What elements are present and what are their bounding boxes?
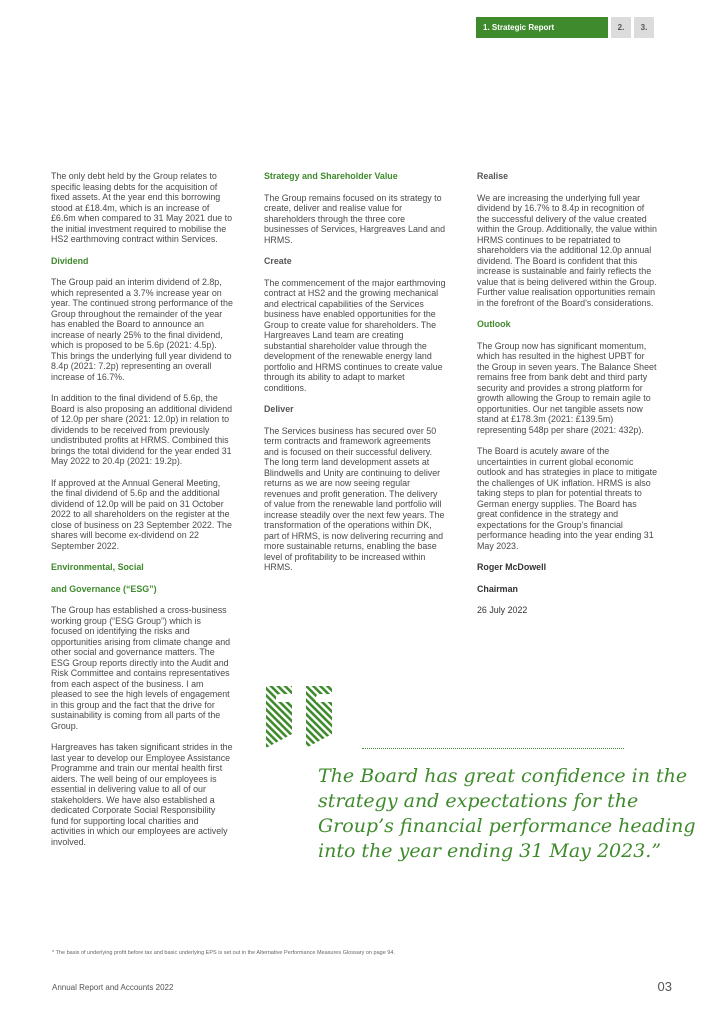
pull-quote: The Board has great confidence in the strategy and expectations for the Group’s financial performance heading into the year ending 31 May 2023.” — [318, 765, 696, 862]
signature-name: Roger McDowell — [477, 562, 547, 572]
quote-mark-icon — [262, 686, 342, 748]
deliver-heading: Deliver — [264, 404, 294, 414]
outlook-paragraph-2: The Board is acutely aware of the uncertainties in current global economic outlook and has strategies in place to mitigate the challenges of UK inflation. HRMS is also taking steps to plan for potential threats to German energy supplies. The Board has great confidence in the strategy and expectations for the Group’s financial performance heading into the year ending 31 May 2023. — [477, 446, 658, 551]
esg-heading-line2: and Governance (“ESG”) — [51, 583, 157, 594]
esg-heading-line1: Environmental, Social — [51, 562, 144, 572]
deliver-paragraph: The Services business has secured over 50 term contracts and framework agreements and is focused on their successful delivery. The long term land development assets at Blindwells and Unity are continuing to deliver returns as we are now seeing regular revenues and profit generation. The delivery of value from the renewable land portfolio will increase steadily over the next few years. The transformation of the operations within DK, part of HRMS, is now delivering recurring and more sustainable returns, enabling the base level of profitability to be increased within HRMS. — [264, 425, 445, 572]
tab-2[interactable]: 2. — [611, 17, 631, 38]
footnote: * The basis of underlying profit before tax and basic underlying EPS is set out in the Alternative Performance Measures Glossary on page 94. — [52, 950, 395, 956]
realise-paragraph: We are increasing the underlying full year dividend by 16.7% to 8.4p in recognition of the successful delivery of the value created within the Group. Additionally, the value within HRMS continues to be repatriated to shareholders via the additional 12.0p annual dividend. The Board is confident that this increase is sustainable and fairly reflects the value that is being delivered within the Group. Further value realisation opportunities remain in the forefront of the Board’s considerations. — [477, 192, 657, 308]
dividend-heading: Dividend — [51, 255, 89, 266]
create-heading: Create — [264, 256, 292, 266]
dividend-paragraph-3: If approved at the Annual General Meeting, the final dividend of 5.6p and the additional dividend of 12.0p will be paid on 31 October 2022 to all shareholders on the register at the close of business on 23 September 2022. The shares will become ex-dividend on 22 September 2022. — [51, 477, 232, 551]
dividend-paragraph-2: In addition to the final dividend of 5.6p, the Board is also proposing an additional dividend of 12.0p per share (2021: 12.0p) in relation to dividends to be received from previously undistributed profits at HRMS. Combined this brings the total dividend for the year ended 31 May 2022 to 20.4p (2021: 19.2p). — [51, 393, 233, 466]
page-number: 03 — [657, 979, 672, 994]
outlook-heading: Outlook — [477, 319, 511, 329]
debt-paragraph: The only debt held by the Group relates to specific leasing debts for the acquisition of fixed assets. At the year end this borrowing stood at £18.4m, which is an increase of £6.6m when compared to 31 May 2021 due to the initial investment required to mobilise the HS2 earthmoving contract within Services. — [51, 171, 233, 244]
esg-paragraph-2: Hargreaves has taken significant strides in the last year to develop our Employee Assistance Programme and train our mental health first aiders. The well being of our employees is essential in delivering value to all of our stakeholders. We have also established a dedicated Corporate Social Responsibility fund for supporting local charities and activities in which our employees are actively involved. — [51, 742, 233, 847]
section-tabs — [476, 17, 654, 38]
outlook-paragraph-1: The Group now has significant momentum, which has resulted in the highest UPBT for the Group in seven years. The Balance Sheet remains free from bank debt and third party security and provides a strong platform for growth allowing the Group to remain agile to opportunities. Our net tangible assets now stand at £178.3m (2021: £139.5m) representing 548p per share (2021: 432p). — [477, 340, 657, 435]
tab-strategic-report[interactable]: 1. Strategic Report — [476, 17, 608, 38]
tab-3[interactable]: 3. — [634, 17, 654, 38]
column-3 — [477, 171, 659, 627]
realise-heading: Realise — [477, 171, 509, 181]
column-1 — [51, 171, 233, 858]
quote-divider — [362, 748, 624, 749]
esg-paragraph-1: The Group has established a cross-business working group (“ESG Group”) which is focused on identifying the risks and opportunities arising from climate change and other social and governance matters. The ESG Group reports directly into the Audit and Risk Committee and contains representatives from each aspect of the business. I am pleased to see the high levels of engagement in this group and the fact that the drive for sustainability is coming from all parts of the Group. — [51, 605, 231, 731]
strategy-paragraph: The Group remains focused on its strategy to create, deliver and realise value for shareholders through the three core businesses of Services, Hargreaves Land and HRMS. — [264, 192, 446, 245]
signature-title: Chairman — [477, 583, 518, 594]
dividend-paragraph-1: The Group paid an interim dividend of 2.8p, which represented a 3.7% increase year on year. The continued strong performance of the Group throughout the remainder of the year has enabled the Board to announce an increase of nearly 25% to the final dividend, which is proposed to be 5.6p (2021: 4.5p). This brings the underlying full year dividend to 8.4p (2021: 7.2p) representing an overall increase of 16.7%. — [51, 277, 233, 382]
strategy-heading: Strategy and Shareholder Value — [264, 171, 398, 181]
footer-report-title: Annual Report and Accounts 2022 — [52, 983, 174, 992]
column-2 — [264, 171, 446, 584]
create-paragraph: The commencement of the major earthmoving contract at HS2 and the growing mechanical and electrical capabilities of the Services business have enabled opportunities for the Group to create value for shareholders. The Hargreaves Land team are creating substantial shareholder value through the development of the renewable energy land portfolio and HRMS continues to create value through its ability to adapt to market conditions. — [264, 277, 446, 393]
signature-date: 26 July 2022 — [477, 605, 528, 615]
